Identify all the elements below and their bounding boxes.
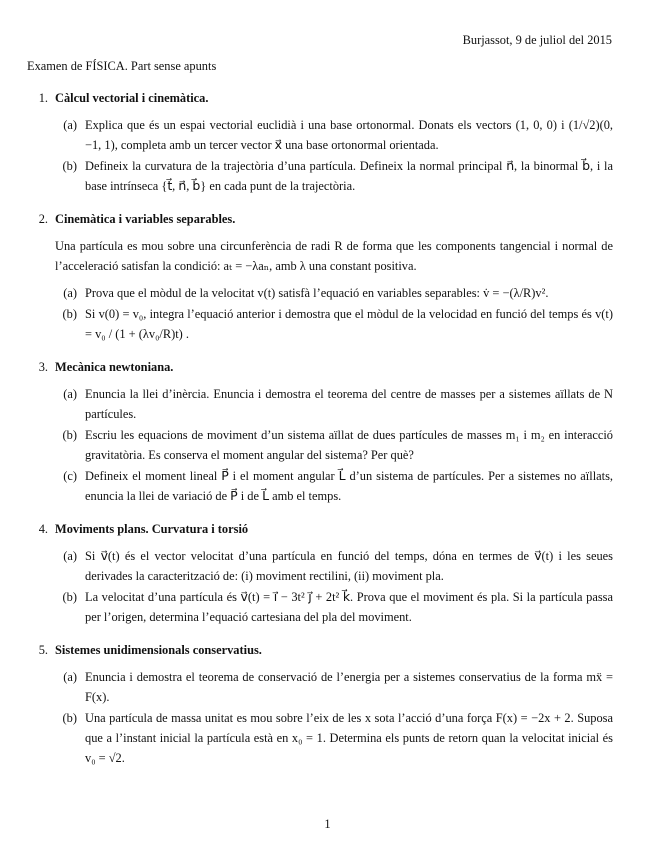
question-label: (c) bbox=[63, 469, 77, 483]
section-5 bbox=[27, 640, 613, 768]
question-item bbox=[27, 425, 613, 465]
section-title: Càlcul vectorial i cinemàtica. bbox=[55, 91, 209, 105]
question-label: (a) bbox=[63, 387, 77, 401]
exam-title: Examen de FÍSICA. Part sense apunts bbox=[27, 59, 217, 73]
question-label: (b) bbox=[62, 711, 77, 725]
question-item bbox=[27, 156, 613, 196]
page-number: 1 bbox=[324, 817, 331, 831]
question-item bbox=[27, 708, 613, 768]
question-label: (a) bbox=[63, 549, 77, 563]
exam-content bbox=[27, 88, 613, 781]
question-text: Escriu les equacions de moviment d’un sistema aïllat de dues partícules de masses m₁ i m₂ en interacció gravitatòria. Es conserva el moment angular del sistema? Per què? bbox=[85, 428, 613, 462]
question-label: (b) bbox=[62, 159, 77, 173]
question-item bbox=[27, 283, 613, 303]
section-number: 4. bbox=[38, 522, 48, 536]
section-number: 2. bbox=[38, 212, 48, 226]
question-text: La velocitat d’una partícula és v⃗(t) = i⃗ − 3t² j⃗ + 2t² k⃗. Prova que el moviment és pla. Si la partícula passa per l’origen, determina l’equació cartesiana del pla del moviment. bbox=[85, 590, 613, 624]
question-text: Si v⃗(t) és el vector velocitat d’una partícula en funció del temps, dóna en termes de v⃗(t) i les seues derivades la caracterització de: (i) moviment rectilini, (ii) moviment pla. bbox=[85, 549, 613, 583]
section-number: 3. bbox=[38, 360, 48, 374]
question-label: (b) bbox=[62, 590, 77, 604]
question-text: Si v(0) = v₀, integra l’equació anterior i demostra que el mòdul de la velocidad en funció del temps és v(t) = v₀ / (1 + (λv₀/R)t) . bbox=[85, 307, 613, 341]
section-title: Mecànica newtoniana. bbox=[55, 360, 174, 374]
question-text: Enuncia la llei d’inèrcia. Enuncia i demostra el teorema del centre de masses per a sistemes aïllats de N partícules. bbox=[85, 387, 613, 421]
question-text: Explica que és un espai vectorial euclidià i una base ortonormal. Donats els vectors (1, 0, 0) i (1/√2)(0, −1, 1), completa amb un tercer vector x⃗ una base ortonormal orientada. bbox=[85, 118, 613, 152]
section-header bbox=[27, 640, 613, 660]
section-title: Sistemes unidimensionals conservatius. bbox=[55, 643, 262, 657]
question-text: Una partícula de massa unitat es mou sobre l’eix de les x sota l’acció d’una força F(x) = −2x + 2. Suposa que a l’instant inicial la partícula està en x₀ = 1. Determina els punts de retorn quan la velocitat inicial és v₀ = √2. bbox=[85, 711, 613, 765]
section-4 bbox=[27, 519, 613, 627]
question-item bbox=[27, 667, 613, 707]
question-item bbox=[27, 115, 613, 155]
question-item bbox=[27, 384, 613, 424]
question-list bbox=[27, 667, 613, 768]
section-header bbox=[27, 88, 613, 108]
section-number: 5. bbox=[38, 643, 48, 657]
section-header bbox=[27, 519, 613, 539]
question-label: (b) bbox=[62, 428, 77, 442]
question-list bbox=[27, 115, 613, 196]
section-3 bbox=[27, 357, 613, 506]
section-title: Moviments plans. Curvatura i torsió bbox=[55, 522, 249, 536]
question-list bbox=[27, 384, 613, 506]
section-header bbox=[27, 209, 613, 229]
question-label: (a) bbox=[63, 286, 77, 300]
section-1 bbox=[27, 88, 613, 196]
question-item bbox=[27, 304, 613, 344]
exam-date: Burjassot, 9 de juliol del 2015 bbox=[462, 33, 612, 47]
question-list bbox=[27, 283, 613, 344]
question-item bbox=[27, 546, 613, 586]
question-text: Prova que el mòdul de la velocitat v(t) satisfà l’equació en variables separables: v̇ = −(λ/R)v². bbox=[85, 286, 549, 300]
section-title: Cinemàtica i variables separables. bbox=[55, 212, 236, 226]
question-text: Enuncia i demostra el teorema de conservació de l’energia per a sistemes conservatius de la forma mẍ = F(x). bbox=[85, 670, 613, 704]
question-item bbox=[27, 466, 613, 506]
section-2 bbox=[27, 209, 613, 344]
question-label: (a) bbox=[63, 670, 77, 684]
question-item bbox=[27, 587, 613, 627]
question-text: Defineix la curvatura de la trajectòria d’una partícula. Defineix la normal principal n⃗, la binormal b⃗, i la base intrínseca {t⃗, n⃗, b⃗} en cada punt de la trajectòria. bbox=[85, 159, 613, 193]
question-text: Defineix el moment lineal P⃗ i el moment angular L⃗ d’un sistema de partícules. Per a sistemes no aïllats, enuncia la llei de variació de P⃗ i de L⃗ amb el temps. bbox=[85, 469, 613, 503]
question-label: (a) bbox=[63, 118, 77, 132]
question-list bbox=[27, 546, 613, 627]
section-intro: Una partícula es mou sobre una circunferència de radi R de forma que les components tangencial i normal de l’acceleració satisfan la condició: aₜ = −λaₙ, amb λ una constant positiva. bbox=[55, 239, 613, 273]
section-header bbox=[27, 357, 613, 377]
section-number: 1. bbox=[38, 91, 48, 105]
question-label: (b) bbox=[62, 307, 77, 321]
